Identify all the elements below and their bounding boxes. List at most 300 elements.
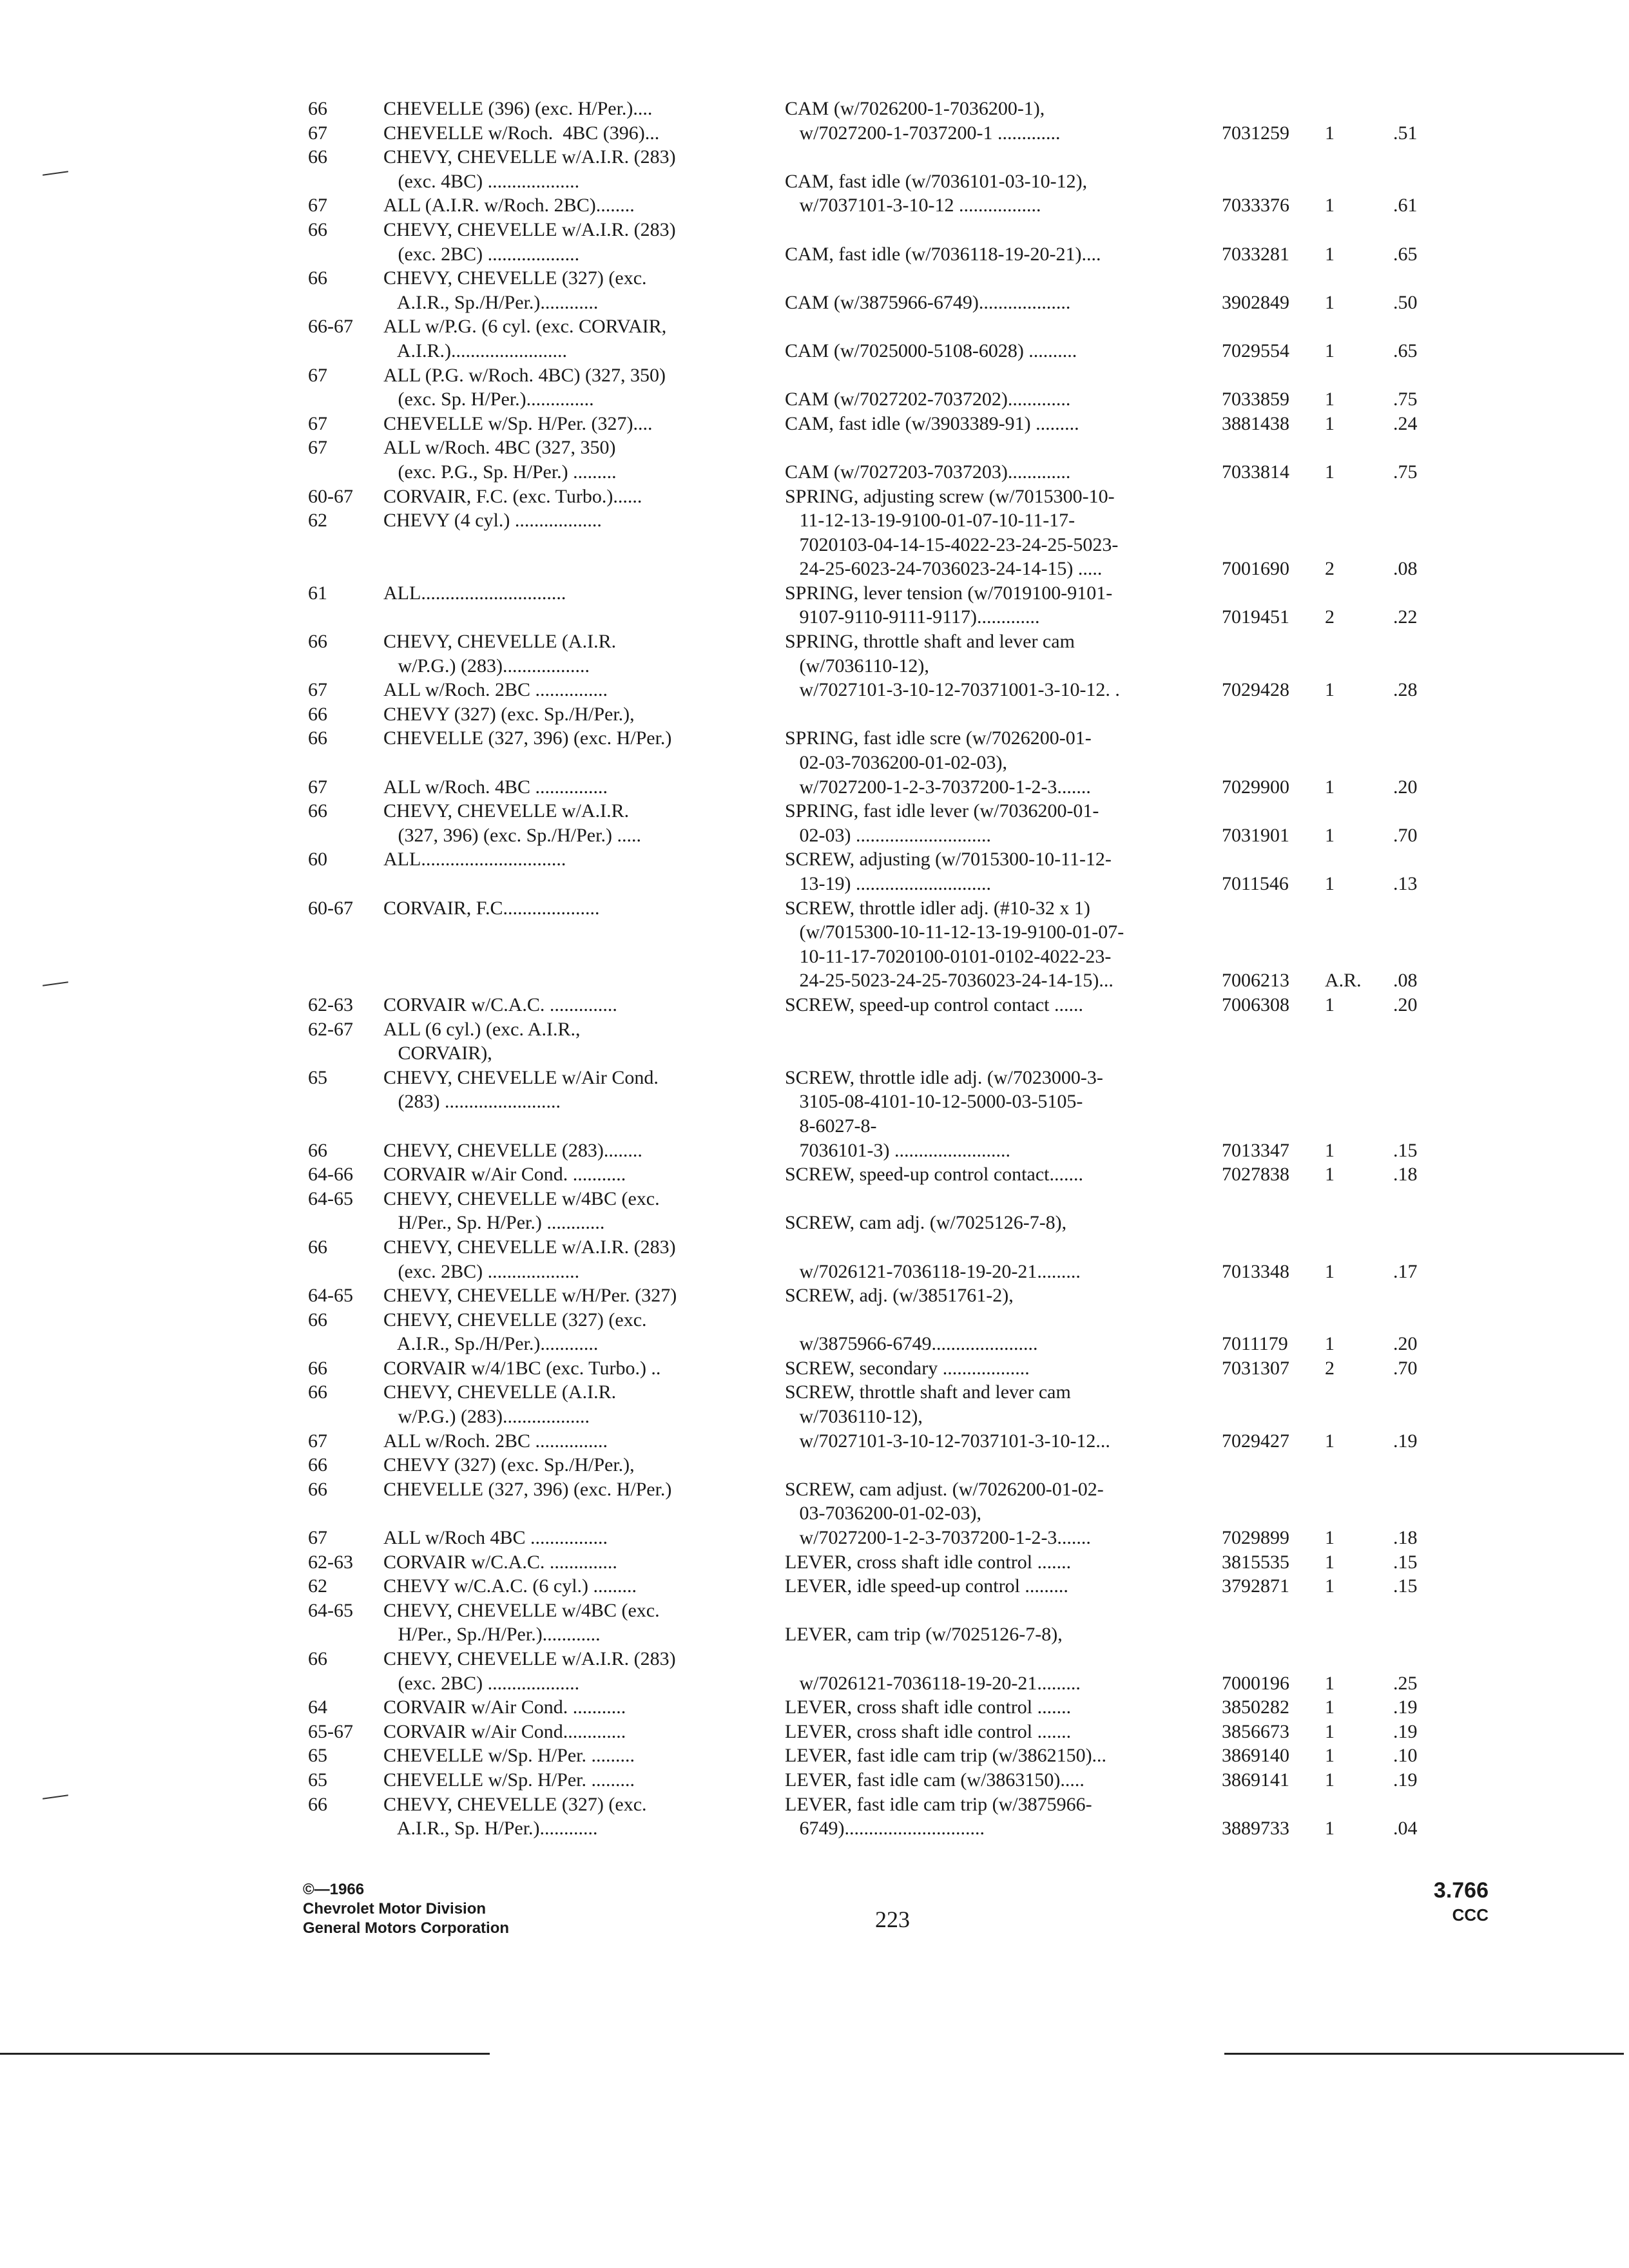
list-item bbox=[0, 1139, 1629, 1163]
year-cell: 62-63 bbox=[308, 994, 353, 1015]
list-item bbox=[0, 485, 1629, 509]
year-cell: 65 bbox=[308, 1066, 327, 1088]
part-description-cell: 7036101-3) ........................ bbox=[785, 1139, 1010, 1161]
price-cell: .15 bbox=[1393, 1551, 1418, 1573]
part-number-cell: 7033859 bbox=[1222, 389, 1289, 410]
quantity-cell: 1 bbox=[1325, 1333, 1335, 1355]
part-number-cell: 7031259 bbox=[1222, 122, 1289, 144]
part-description-cell: CAM (w/7027203-7037203)............. bbox=[785, 461, 1071, 483]
part-description-cell: SCREW, cam adjust. (w/7026200-01-02- bbox=[785, 1478, 1104, 1500]
year-cell: 66 bbox=[308, 800, 327, 822]
list-item bbox=[0, 847, 1629, 872]
part-description-cell: w/3875966-6749...................... bbox=[785, 1333, 1038, 1355]
year-cell: 64-66 bbox=[308, 1164, 353, 1186]
page-number: 223 bbox=[875, 1907, 910, 1932]
price-cell: .08 bbox=[1393, 558, 1418, 580]
list-item bbox=[0, 193, 1629, 218]
list-item bbox=[0, 1429, 1629, 1454]
models-cell: w/P.G.) (283).................. bbox=[383, 655, 590, 677]
part-description-cell: (w/7015300-10-11-12-13-19-9100-01-07- bbox=[785, 921, 1124, 943]
part-description-cell: 24-25-5023-24-25-7036023-24-14-15)... bbox=[785, 970, 1113, 992]
part-description-cell: SCREW, secondary .................. bbox=[785, 1357, 1030, 1379]
list-item bbox=[0, 1550, 1629, 1575]
price-cell: .51 bbox=[1393, 122, 1418, 144]
list-item bbox=[0, 605, 1629, 629]
part-description-cell: (w/7036110-12), bbox=[785, 655, 929, 677]
part-description-cell: SCREW, throttle shaft and lever cam bbox=[785, 1381, 1071, 1403]
list-item bbox=[0, 557, 1629, 581]
models-cell: CHEVY, CHEVELLE w/A.I.R. (283) bbox=[383, 1648, 676, 1669]
models-cell: (exc. 2BC) ................... bbox=[383, 1672, 580, 1694]
quantity-cell: 1 bbox=[1325, 1818, 1335, 1840]
part-description-cell: SCREW, cam adj. (w/7025126-7-8), bbox=[785, 1212, 1067, 1234]
list-item bbox=[0, 1090, 1629, 1114]
part-number-cell: 7006308 bbox=[1222, 994, 1289, 1015]
list-item bbox=[0, 751, 1629, 775]
year-cell: 64-65 bbox=[308, 1599, 353, 1621]
models-cell: CORVAIR w/Air Cond. ........... bbox=[383, 1164, 626, 1186]
models-cell: CHEVY (327) (exc. Sp./H/Per.), bbox=[383, 703, 635, 725]
part-number-cell: 3856673 bbox=[1222, 1720, 1289, 1742]
part-number-cell: 3881438 bbox=[1222, 412, 1289, 434]
parts-list bbox=[0, 97, 1629, 1841]
part-description-cell: LEVER, fast idle cam trip (w/3862150)... bbox=[785, 1745, 1107, 1767]
year-cell: 66 bbox=[308, 631, 327, 653]
year-cell: 66 bbox=[308, 1309, 327, 1331]
year-cell: 66 bbox=[308, 1357, 327, 1379]
part-description-cell: 02-03) ............................ bbox=[785, 824, 991, 846]
models-cell: A.I.R.)........................ bbox=[383, 340, 567, 361]
list-item bbox=[0, 145, 1629, 169]
part-number-cell: 7031307 bbox=[1222, 1357, 1289, 1379]
models-cell: CHEVELLE (327, 396) (exc. H/Per.) bbox=[383, 1478, 672, 1500]
part-description-cell: SPRING, throttle shaft and lever cam bbox=[785, 631, 1075, 653]
price-cell: .08 bbox=[1393, 970, 1418, 992]
list-item bbox=[0, 266, 1629, 291]
section-block bbox=[1431, 1876, 1489, 1925]
quantity-cell: 1 bbox=[1325, 461, 1335, 483]
part-description-cell: w/7036110-12), bbox=[785, 1406, 923, 1428]
list-item bbox=[0, 1405, 1629, 1429]
price-cell: .18 bbox=[1393, 1527, 1418, 1549]
part-number-cell: 7011179 bbox=[1222, 1333, 1288, 1355]
part-description-cell: 3105-08-4101-10-12-5000-03-5105- bbox=[785, 1091, 1083, 1113]
quantity-cell: 2 bbox=[1325, 606, 1335, 628]
list-item bbox=[0, 1114, 1629, 1139]
part-description-cell: SPRING, fast idle scre (w/7026200-01- bbox=[785, 727, 1092, 749]
models-cell: ALL w/Roch 4BC ................ bbox=[383, 1527, 608, 1549]
models-cell: CHEVY, CHEVELLE w/A.I.R. (283) bbox=[383, 218, 676, 240]
part-description-cell: w/7027200-1-2-3-7037200-1-2-3....... bbox=[785, 1527, 1091, 1549]
year-cell: 66 bbox=[308, 98, 327, 119]
models-cell: ALL (A.I.R. w/Roch. 2BC)........ bbox=[383, 195, 635, 216]
list-item bbox=[0, 363, 1629, 388]
part-description-cell: LEVER, idle speed-up control ......... bbox=[785, 1575, 1068, 1597]
models-cell: CHEVY w/C.A.C. (6 cyl.) ......... bbox=[383, 1575, 637, 1597]
list-item bbox=[0, 1647, 1629, 1671]
models-cell: (exc. 4BC) ................... bbox=[383, 170, 580, 192]
year-cell: 67 bbox=[308, 679, 327, 701]
part-description-cell: SCREW, throttle idle adj. (w/7023000-3- bbox=[785, 1066, 1103, 1088]
list-item bbox=[0, 1260, 1629, 1284]
part-number-cell: 3889733 bbox=[1222, 1818, 1289, 1840]
models-cell: CHEVELLE w/Sp. H/Per. (327).... bbox=[383, 412, 653, 434]
models-cell: CHEVELLE w/Roch. 4BC (396)... bbox=[383, 122, 660, 144]
models-cell: CHEVY, CHEVELLE w/4BC (exc. bbox=[383, 1187, 660, 1209]
part-description-cell: 13-19) ............................ bbox=[785, 873, 991, 894]
models-cell: CORVAIR w/C.A.C. .............. bbox=[383, 994, 617, 1015]
price-cell: .18 bbox=[1393, 1164, 1418, 1186]
models-cell: CHEVY, CHEVELLE (327) (exc. bbox=[383, 1309, 647, 1331]
models-cell: CORVAIR), bbox=[383, 1043, 492, 1064]
quantity-cell: 1 bbox=[1325, 291, 1335, 313]
part-description-cell: w/7037101-3-10-12 ................. bbox=[785, 195, 1041, 216]
part-description-cell: SCREW, adjusting (w/7015300-10-11-12- bbox=[785, 849, 1112, 870]
part-description-cell: w/7027101-3-10-12-7037101-3-10-12... bbox=[785, 1430, 1110, 1452]
year-cell: 67 bbox=[308, 412, 327, 434]
part-description-cell: 02-03-7036200-01-02-03), bbox=[785, 752, 1007, 774]
models-cell: (exc. Sp. H/Per.).............. bbox=[383, 389, 594, 410]
models-cell: CHEVY, CHEVELLE (327) (exc. bbox=[383, 1793, 647, 1815]
models-cell: ALL (6 cyl.) (exc. A.I.R., bbox=[383, 1018, 581, 1040]
year-cell: 62 bbox=[308, 1575, 327, 1597]
list-item bbox=[0, 896, 1629, 921]
models-cell: CORVAIR, F.C. (exc. Turbo.)...... bbox=[383, 485, 642, 507]
models-cell: CHEVY, CHEVELLE (A.I.R. bbox=[383, 1381, 617, 1403]
price-cell: .28 bbox=[1393, 679, 1418, 701]
quantity-cell: 1 bbox=[1325, 1696, 1335, 1718]
year-cell: 67 bbox=[308, 1527, 327, 1549]
part-number-cell: 7013347 bbox=[1222, 1139, 1289, 1161]
part-description-cell: CAM (w/7027202-7037202)............. bbox=[785, 389, 1071, 410]
quantity-cell: 1 bbox=[1325, 195, 1335, 216]
list-item bbox=[0, 533, 1629, 557]
list-item bbox=[0, 1308, 1629, 1332]
quantity-cell: 1 bbox=[1325, 122, 1335, 144]
quantity-cell: 1 bbox=[1325, 873, 1335, 894]
list-item bbox=[0, 339, 1629, 363]
year-cell: 62-63 bbox=[308, 1551, 353, 1573]
models-cell: ALL w/Roch. 2BC ............... bbox=[383, 1430, 608, 1452]
part-description-cell: CAM, fast idle (w/7036118-19-20-21).... bbox=[785, 243, 1101, 265]
list-item bbox=[0, 702, 1629, 727]
year-cell: 67 bbox=[308, 122, 327, 144]
year-cell: 67 bbox=[308, 364, 327, 386]
section-code: CCC bbox=[1452, 1905, 1489, 1925]
part-number-cell: 7019451 bbox=[1222, 606, 1289, 628]
quantity-cell: 1 bbox=[1325, 1527, 1335, 1549]
list-item bbox=[0, 678, 1629, 702]
year-cell: 66 bbox=[308, 1236, 327, 1258]
models-cell: (exc. 2BC) ................... bbox=[383, 1260, 580, 1282]
price-cell: .04 bbox=[1393, 1818, 1418, 1840]
quantity-cell: 1 bbox=[1325, 340, 1335, 361]
price-cell: .70 bbox=[1393, 1357, 1418, 1379]
list-item bbox=[0, 1744, 1629, 1768]
part-description-cell: w/7027200-1-7037200-1 ............. bbox=[785, 122, 1061, 144]
price-cell: .17 bbox=[1393, 1260, 1418, 1282]
part-number-cell: 3792871 bbox=[1222, 1575, 1289, 1597]
list-item bbox=[0, 1792, 1629, 1817]
models-cell: ALL.............................. bbox=[383, 849, 566, 870]
year-cell: 66 bbox=[308, 1381, 327, 1403]
year-cell: 64-65 bbox=[308, 1187, 353, 1209]
quantity-cell: 2 bbox=[1325, 558, 1335, 580]
quantity-cell: 1 bbox=[1325, 412, 1335, 434]
part-description-cell: CAM (w/7026200-1-7036200-1), bbox=[785, 98, 1045, 119]
part-description-cell: LEVER, cross shaft idle control ....... bbox=[785, 1720, 1072, 1742]
part-number-cell: 7000196 bbox=[1222, 1672, 1289, 1694]
models-cell: ALL w/Roch. 2BC ............... bbox=[383, 679, 608, 701]
price-cell: .75 bbox=[1393, 461, 1418, 483]
models-cell: CHEVY, CHEVELLE (327) (exc. bbox=[383, 267, 647, 289]
part-description-cell: SCREW, adj. (w/3851761-2), bbox=[785, 1285, 1014, 1307]
part-number-cell: 7011546 bbox=[1222, 873, 1289, 894]
year-cell: 62 bbox=[308, 510, 327, 532]
quantity-cell: 1 bbox=[1325, 1164, 1335, 1186]
models-cell: CORVAIR w/Air Cond............. bbox=[383, 1720, 626, 1742]
part-number-cell: 7006213 bbox=[1222, 970, 1289, 992]
models-cell: CHEVY, CHEVELLE w/A.I.R. (283) bbox=[383, 146, 676, 168]
models-cell: CORVAIR w/4/1BC (exc. Turbo.) .. bbox=[383, 1357, 661, 1379]
year-cell: 65-67 bbox=[308, 1720, 353, 1742]
list-item bbox=[0, 1041, 1629, 1066]
part-number-cell: 7033814 bbox=[1222, 461, 1289, 483]
year-cell: 65 bbox=[308, 1769, 327, 1791]
part-number-cell: 3869140 bbox=[1222, 1745, 1289, 1767]
price-cell: .20 bbox=[1393, 1333, 1418, 1355]
quantity-cell: 1 bbox=[1325, 1672, 1335, 1694]
list-item bbox=[0, 1599, 1629, 1623]
part-description-cell: LEVER, cam trip (w/7025126-7-8), bbox=[785, 1624, 1063, 1646]
models-cell: CORVAIR, F.C.................... bbox=[383, 897, 600, 919]
year-cell: 67 bbox=[308, 195, 327, 216]
year-cell: 60-67 bbox=[308, 485, 353, 507]
list-item bbox=[0, 945, 1629, 969]
price-cell: .61 bbox=[1393, 195, 1418, 216]
quantity-cell: A.R. bbox=[1325, 970, 1362, 992]
division-line: Chevrolet Motor Division bbox=[303, 1900, 487, 1917]
list-item bbox=[0, 1622, 1629, 1647]
list-item bbox=[0, 508, 1629, 533]
models-cell: CHEVY (327) (exc. Sp./H/Per.), bbox=[383, 1454, 635, 1476]
part-number-cell: 7029427 bbox=[1222, 1430, 1289, 1452]
quantity-cell: 1 bbox=[1325, 1769, 1335, 1791]
year-cell: 66 bbox=[308, 1454, 327, 1476]
list-item bbox=[0, 1332, 1629, 1356]
list-item bbox=[0, 1380, 1629, 1405]
price-cell: .20 bbox=[1393, 994, 1418, 1015]
quantity-cell: 1 bbox=[1325, 994, 1335, 1015]
list-item bbox=[0, 169, 1629, 194]
models-cell: CHEVY, CHEVELLE (A.I.R. bbox=[383, 631, 617, 653]
year-cell: 66 bbox=[308, 1793, 327, 1815]
quantity-cell: 1 bbox=[1325, 776, 1335, 798]
list-item bbox=[0, 1695, 1629, 1720]
part-number-cell: 3869141 bbox=[1222, 1769, 1289, 1791]
part-number-cell: 3815535 bbox=[1222, 1551, 1289, 1573]
models-cell: CHEVY (4 cyl.) .................. bbox=[383, 510, 602, 532]
models-cell: CHEVELLE (396) (exc. H/Per.).... bbox=[383, 98, 653, 119]
list-item bbox=[0, 1283, 1629, 1308]
models-cell: (exc. P.G., Sp. H/Per.) ......... bbox=[383, 461, 617, 483]
part-description-cell: SPRING, lever tension (w/7019100-9101- bbox=[785, 582, 1113, 604]
part-number-cell: 7001690 bbox=[1222, 558, 1289, 580]
list-item bbox=[0, 1526, 1629, 1550]
year-cell: 66 bbox=[308, 727, 327, 749]
list-item bbox=[0, 920, 1629, 945]
price-cell: .75 bbox=[1393, 389, 1418, 410]
part-description-cell: w/7027200-1-2-3-7037200-1-2-3....... bbox=[785, 776, 1091, 798]
list-item bbox=[0, 1477, 1629, 1502]
list-item bbox=[0, 1816, 1629, 1841]
part-description-cell: SPRING, fast idle lever (w/7036200-01- bbox=[785, 800, 1099, 822]
models-cell: H/Per., Sp./H/Per.)............ bbox=[383, 1624, 601, 1646]
models-cell: A.I.R., Sp. H/Per.)............ bbox=[383, 1818, 598, 1840]
part-description-cell: 7020103-04-14-15-4022-23-24-25-5023- bbox=[785, 533, 1119, 555]
models-cell: ALL w/Roch. 4BC (327, 350) bbox=[383, 437, 616, 459]
part-description-cell: CAM (w/7025000-5108-6028) .......... bbox=[785, 340, 1077, 361]
part-description-cell: CAM, fast idle (w/3903389-91) ......... bbox=[785, 412, 1079, 434]
part-number-cell: 7029428 bbox=[1222, 679, 1289, 701]
part-description-cell: SCREW, speed-up control contact ...... bbox=[785, 994, 1083, 1015]
list-item bbox=[0, 1235, 1629, 1260]
quantity-cell: 1 bbox=[1325, 1260, 1335, 1282]
models-cell: A.I.R., Sp./H/Per.)............ bbox=[383, 291, 599, 313]
quantity-cell: 1 bbox=[1325, 1745, 1335, 1767]
part-number-cell: 7029554 bbox=[1222, 340, 1289, 361]
part-number-cell: 7031901 bbox=[1222, 824, 1289, 846]
price-cell: .10 bbox=[1393, 1745, 1418, 1767]
year-cell: 66 bbox=[308, 703, 327, 725]
year-cell: 60 bbox=[308, 849, 327, 870]
year-cell: 66 bbox=[308, 146, 327, 168]
models-cell: CHEVY, CHEVELLE w/A.I.R. (283) bbox=[383, 1236, 676, 1258]
list-item bbox=[0, 993, 1629, 1017]
models-cell: CHEVELLE w/Sp. H/Per. ......... bbox=[383, 1769, 635, 1791]
year-cell: 67 bbox=[308, 776, 327, 798]
part-number-cell: 3850282 bbox=[1222, 1696, 1289, 1718]
price-cell: .19 bbox=[1393, 1696, 1418, 1718]
list-item bbox=[0, 218, 1629, 242]
list-item bbox=[0, 823, 1629, 848]
models-cell: (283) ........................ bbox=[383, 1091, 561, 1113]
quantity-cell: 1 bbox=[1325, 1720, 1335, 1742]
year-cell: 66 bbox=[308, 218, 327, 240]
list-item bbox=[0, 314, 1629, 339]
price-cell: .13 bbox=[1393, 873, 1418, 894]
list-item bbox=[0, 1356, 1629, 1381]
part-description-cell: CAM (w/3875966-6749)................... bbox=[785, 291, 1071, 313]
price-cell: .65 bbox=[1393, 243, 1418, 265]
list-item bbox=[0, 1017, 1629, 1042]
part-description-cell: 24-25-6023-24-7036023-24-14-15) ..... bbox=[785, 558, 1103, 580]
list-item bbox=[0, 460, 1629, 485]
part-description-cell: SPRING, adjusting screw (w/7015300-10- bbox=[785, 485, 1115, 507]
models-cell: A.I.R., Sp./H/Per.)............ bbox=[383, 1333, 599, 1355]
quantity-cell: 1 bbox=[1325, 389, 1335, 410]
models-cell: CHEVY, CHEVELLE w/Air Cond. bbox=[383, 1066, 659, 1088]
list-item bbox=[0, 581, 1629, 606]
year-cell: 64-65 bbox=[308, 1285, 353, 1307]
list-item bbox=[0, 242, 1629, 267]
list-item bbox=[0, 412, 1629, 436]
quantity-cell: 1 bbox=[1325, 243, 1335, 265]
price-cell: .19 bbox=[1393, 1720, 1418, 1742]
list-item bbox=[0, 1574, 1629, 1599]
list-item bbox=[0, 1671, 1629, 1696]
year-cell: 66-67 bbox=[308, 316, 353, 338]
year-cell: 60-67 bbox=[308, 897, 353, 919]
list-item bbox=[0, 629, 1629, 654]
price-cell: .19 bbox=[1393, 1430, 1418, 1452]
list-item bbox=[0, 97, 1629, 121]
quantity-cell: 1 bbox=[1325, 1430, 1335, 1452]
section-number: 3.766 bbox=[1433, 1878, 1489, 1903]
models-cell: CHEVY, CHEVELLE (283)........ bbox=[383, 1139, 642, 1161]
part-description-cell: 6749)............................. bbox=[785, 1818, 985, 1840]
year-cell: 67 bbox=[308, 1430, 327, 1452]
models-cell: CHEVY, CHEVELLE w/A.I.R. bbox=[383, 800, 630, 822]
year-cell: 67 bbox=[308, 437, 327, 459]
list-item bbox=[0, 968, 1629, 993]
part-number-cell: 7013348 bbox=[1222, 1260, 1289, 1282]
list-item bbox=[0, 1501, 1629, 1526]
quantity-cell: 1 bbox=[1325, 1139, 1335, 1161]
quantity-cell: 1 bbox=[1325, 679, 1335, 701]
year-cell: 61 bbox=[308, 582, 327, 604]
year-cell: 66 bbox=[308, 267, 327, 289]
copyright-line: ©—1966 bbox=[303, 1881, 365, 1898]
year-cell: 64 bbox=[308, 1696, 327, 1718]
part-description-cell: LEVER, cross shaft idle control ....... bbox=[785, 1696, 1072, 1718]
part-description-cell: w/7026121-7036118-19-20-21......... bbox=[785, 1260, 1081, 1282]
part-description-cell: SCREW, throttle idler adj. (#10-32 x 1) bbox=[785, 897, 1090, 919]
year-cell: 66 bbox=[308, 1139, 327, 1161]
models-cell: H/Per., Sp. H/Per.) ............ bbox=[383, 1212, 605, 1234]
part-number-cell: 3902849 bbox=[1222, 291, 1289, 313]
price-cell: .70 bbox=[1393, 824, 1418, 846]
models-cell: CHEVELLE w/Sp. H/Per. ......... bbox=[383, 1745, 635, 1767]
part-description-cell: 11-12-13-19-9100-01-07-10-11-17- bbox=[785, 510, 1075, 532]
list-item bbox=[0, 1066, 1629, 1090]
part-number-cell: 7029900 bbox=[1222, 776, 1289, 798]
models-cell: CHEVELLE (327, 396) (exc. H/Per.) bbox=[383, 727, 672, 749]
models-cell: CHEVY, CHEVELLE w/H/Per. (327) bbox=[383, 1285, 677, 1307]
part-number-cell: 7033376 bbox=[1222, 195, 1289, 216]
bottom-rule-left bbox=[0, 2053, 490, 2055]
list-item bbox=[0, 799, 1629, 823]
list-item bbox=[0, 1211, 1629, 1235]
price-cell: .25 bbox=[1393, 1672, 1418, 1694]
list-item bbox=[0, 775, 1629, 800]
list-item bbox=[0, 291, 1629, 315]
part-description-cell: 10-11-17-7020100-0101-0102-4022-23- bbox=[785, 945, 1112, 967]
models-cell: (327, 396) (exc. Sp./H/Per.) ..... bbox=[383, 824, 641, 846]
part-description-cell: SCREW, speed-up control contact....... bbox=[785, 1164, 1083, 1186]
part-description-cell: LEVER, fast idle cam trip (w/3875966- bbox=[785, 1793, 1092, 1815]
list-item bbox=[0, 1187, 1629, 1211]
list-item bbox=[0, 726, 1629, 751]
part-description-cell: w/7027101-3-10-12-70371001-3-10-12. . bbox=[785, 679, 1120, 701]
list-item bbox=[0, 872, 1629, 896]
models-cell: ALL w/Roch. 4BC ............... bbox=[383, 776, 608, 798]
list-item bbox=[0, 654, 1629, 678]
quantity-cell: 2 bbox=[1325, 1357, 1335, 1379]
list-item bbox=[0, 387, 1629, 412]
part-number-cell: 7029899 bbox=[1222, 1527, 1289, 1549]
part-description-cell: w/7026121-7036118-19-20-21......... bbox=[785, 1672, 1081, 1694]
